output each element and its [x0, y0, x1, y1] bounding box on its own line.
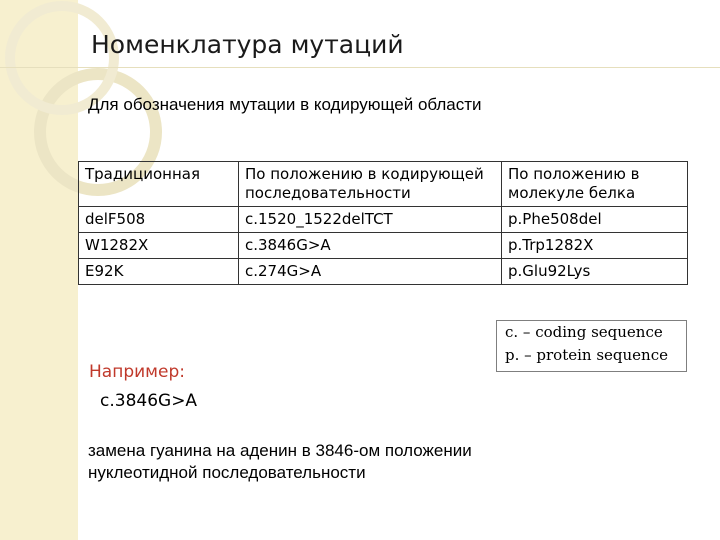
table-cell: c.3846G>A: [239, 233, 502, 259]
header-protein-position: По положению в молекуле белка: [502, 162, 688, 207]
header-coding-position: По положению в кодирующей последовательности: [239, 162, 502, 207]
table-row: [79, 207, 688, 233]
table-cell: p.Trp1282X: [502, 233, 688, 259]
header-traditional: Традиционная: [79, 162, 239, 207]
example-label: Например:: [89, 362, 185, 382]
table-cell: p.Phe508del: [502, 207, 688, 233]
slide-title: Номенклатура мутаций: [91, 30, 404, 59]
table-header-row: [79, 162, 688, 207]
table-row: [79, 259, 688, 285]
legend-coding: c. – coding sequence: [505, 323, 663, 341]
example-explanation: замена гуанина на аденин в 3846-ом положении нуклеотидной последовательности: [88, 441, 472, 482]
table-cell: p.Glu92Lys: [502, 259, 688, 285]
table-cell: W1282X: [79, 233, 239, 259]
table-cell: c.1520_1522delTCT: [239, 207, 502, 233]
table-cell: E92K: [79, 259, 239, 285]
nomenclature-table: [78, 161, 688, 285]
legend-box: [496, 320, 687, 372]
table-cell: c.274G>A: [239, 259, 502, 285]
example-value: c.3846G>A: [100, 391, 198, 411]
table-cell: delF508: [79, 207, 239, 233]
title-divider: [0, 67, 720, 68]
table-row: [79, 233, 688, 259]
slide-subtitle: Для обозначения мутации в кодирующей области: [88, 95, 482, 114]
legend-protein: p. – protein sequence: [505, 346, 668, 364]
